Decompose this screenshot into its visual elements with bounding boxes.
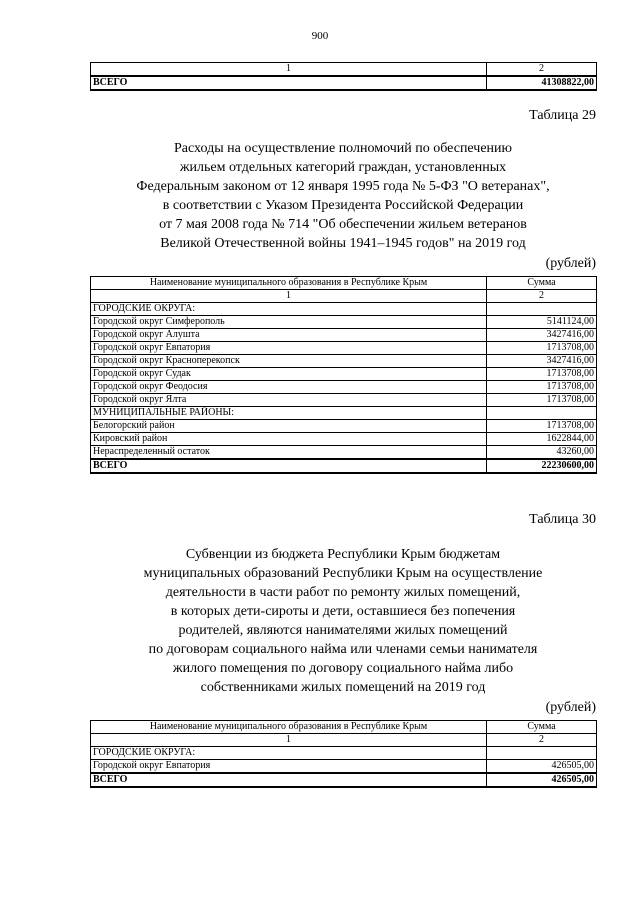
- total-value: 426505,00: [487, 773, 597, 787]
- title-line: жильем отдельных категорий граждан, установленных: [179, 160, 507, 175]
- row-name: Городской округ Симферополь: [91, 316, 487, 329]
- top-table: [90, 62, 597, 91]
- table-30: [90, 720, 597, 788]
- header-row: [91, 721, 597, 734]
- table-row: [91, 368, 597, 381]
- row-sum: 1622844,00: [487, 433, 597, 446]
- row-name: Городской округ Красноперекопск: [91, 355, 487, 368]
- row-sum: 1713708,00: [487, 342, 597, 355]
- table-row: [91, 446, 597, 460]
- row-name: Городской округ Алушта: [91, 329, 487, 342]
- header-sum: Сумма: [487, 721, 597, 734]
- total-label: ВСЕГО: [91, 76, 487, 90]
- total-label: ВСЕГО: [91, 773, 487, 787]
- table-row: [91, 433, 597, 446]
- row-sum: 1713708,00: [487, 420, 597, 433]
- title-line: собственниками жилых помещений на 2019 год: [200, 680, 486, 695]
- row-name: Городской округ Ялта: [91, 394, 487, 407]
- title-line: родителей, являются нанимателями жилых помещений: [178, 623, 508, 638]
- row-name: Городской округ Судак: [91, 368, 487, 381]
- section-row: [91, 303, 597, 316]
- row-sum: 3427416,00: [487, 355, 597, 368]
- table-row: [91, 394, 597, 407]
- table-row: [91, 760, 597, 774]
- table-29-title: [90, 139, 596, 253]
- total-row: [91, 773, 597, 787]
- table-row: [91, 355, 597, 368]
- section-label: ГОРОДСКИЕ ОКРУГА:: [91, 303, 487, 316]
- title-line: деятельности в части работ по ремонту жилых помещений,: [165, 585, 521, 600]
- colnum-2: 2: [487, 63, 597, 77]
- total-value: 22230600,00: [487, 459, 597, 473]
- table-30-label: Таблица 30: [529, 512, 596, 527]
- title-line: в соответствии с Указом Президента Российской Федерации: [162, 198, 524, 213]
- table-29: [90, 276, 597, 474]
- row-name: Белогорский район: [91, 420, 487, 433]
- table-29-label: Таблица 29: [529, 108, 596, 123]
- section-row: [91, 407, 597, 420]
- title-line: Расходы на осуществление полномочий по обеспечению: [173, 141, 512, 156]
- colnum-2: 2: [487, 290, 597, 303]
- table-29-unit: (рублей): [545, 256, 596, 271]
- header-name: Наименование муниципального образования в Республике Крым: [91, 277, 487, 290]
- table-row: [91, 342, 597, 355]
- section-label: ГОРОДСКИЕ ОКРУГА:: [91, 747, 487, 760]
- row-sum: 426505,00: [487, 760, 597, 774]
- section-label: МУНИЦИПАЛЬНЫЕ РАЙОНЫ:: [91, 407, 487, 420]
- title-line: Великой Отечественной войны 1941–1945 годов" на 2019 год: [160, 236, 526, 251]
- row-sum: 5141124,00: [487, 316, 597, 329]
- title-line: по договорам социального найма или членами семьи нанимателя: [148, 642, 538, 657]
- column-number-row: [91, 734, 597, 747]
- colnum-1: 1: [91, 734, 487, 747]
- table-row: [91, 316, 597, 329]
- row-name: Городской округ Евпатория: [91, 760, 487, 774]
- row-sum: 1713708,00: [487, 394, 597, 407]
- table-30-title: [90, 545, 596, 697]
- title-line: Федеральным законом от 12 января 1995 года № 5-ФЗ "О ветеранах",: [136, 179, 550, 194]
- row-name: Городской округ Феодосия: [91, 381, 487, 394]
- row-name: Кировский район: [91, 433, 487, 446]
- title-line: муниципальных образований Республики Крым на осуществление: [143, 566, 543, 581]
- column-number-row: [91, 63, 597, 77]
- title-line: от 7 мая 2008 года № 714 "Об обеспечении жильем ветеранов: [159, 217, 527, 232]
- header-name: Наименование муниципального образования в Республике Крым: [91, 721, 487, 734]
- table-row: [91, 381, 597, 394]
- table-row: [91, 329, 597, 342]
- colnum-1: 1: [91, 290, 487, 303]
- column-number-row: [91, 290, 597, 303]
- header-row: [91, 277, 597, 290]
- colnum-2: 2: [487, 734, 597, 747]
- row-name: Городской округ Евпатория: [91, 342, 487, 355]
- section-row: [91, 747, 597, 760]
- table-row: [91, 420, 597, 433]
- title-line: жилого помещения по договору социального найма либо: [172, 661, 514, 676]
- colnum-1: 1: [91, 63, 487, 77]
- header-sum: Сумма: [487, 277, 597, 290]
- row-sum: 1713708,00: [487, 368, 597, 381]
- row-sum: 3427416,00: [487, 329, 597, 342]
- row-name: Нераспределенный остаток: [91, 446, 487, 460]
- total-row: [91, 76, 597, 90]
- total-row: [91, 459, 597, 473]
- title-line: в которых дети-сироты и дети, оставшиеся без попечения: [170, 604, 516, 619]
- total-label: ВСЕГО: [91, 459, 487, 473]
- row-sum: 43260,00: [487, 446, 597, 460]
- row-sum: 1713708,00: [487, 381, 597, 394]
- page-number: 900: [311, 30, 329, 42]
- title-line: Субвенции из бюджета Республики Крым бюджетам: [185, 547, 501, 562]
- total-value: 41308822,00: [487, 76, 597, 90]
- table-30-unit: (рублей): [545, 700, 596, 715]
